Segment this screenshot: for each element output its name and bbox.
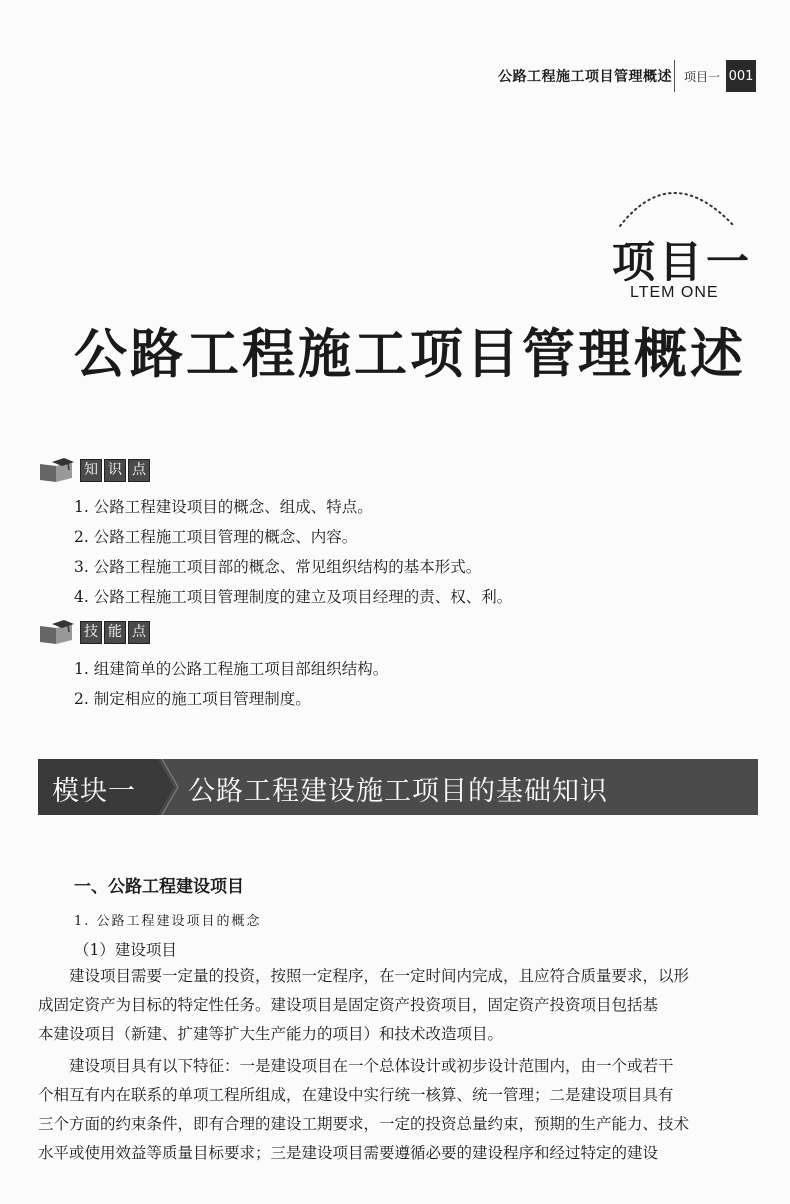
heading-char: 技: [80, 621, 102, 644]
paragraph-line: 水平或使用效益等质量目标要求；三是建设项目需要遵循必要的建设程序和经过特定的建设: [38, 1144, 659, 1162]
list-item: 1. 公路工程建设项目的概念、组成、特点。: [74, 498, 373, 516]
skill-points-list: [74, 654, 388, 714]
page-number: 001: [726, 60, 756, 92]
module-banner: [38, 759, 758, 815]
paragraph-line: 成固定资产为目标的特定性任务。建设项目是固定资产投资项目，固定资产投资项目包括基: [38, 996, 659, 1014]
list-item: 3. 公路工程施工项目部的概念、常见组织结构的基本形式。: [74, 558, 482, 576]
heading-char: 能: [104, 621, 126, 644]
knowledge-points-list: [74, 492, 512, 612]
paragraph: [38, 1052, 758, 1168]
list-item: 1. 组建简单的公路工程施工项目部组织结构。: [74, 660, 389, 678]
subsection-heading: 1. 公路工程建设项目的概念: [74, 914, 262, 929]
heading-char: 知: [80, 459, 102, 482]
project-number-english: LTEM ONE: [630, 284, 719, 301]
header-divider: [674, 60, 675, 92]
chapter-title: 公路工程施工项目管理概述: [74, 324, 746, 385]
heading-char: 点: [128, 621, 150, 644]
book-mortarboard-icon: [38, 456, 76, 484]
heading-char: 点: [128, 459, 150, 482]
list-item: 2. 制定相应的施工项目管理制度。: [74, 690, 311, 708]
knowledge-points-label: [80, 459, 150, 482]
heading-char: 识: [104, 459, 126, 482]
paragraph: [38, 962, 758, 1049]
section-heading: 一、公路工程建设项目: [74, 877, 244, 897]
skill-points-label: [80, 621, 150, 644]
paragraph-line: 建设项目需要一定量的投资，按照一定程序，在一定时间内完成，且应符合质量要求，以形: [38, 967, 690, 985]
running-header-title: 公路工程施工项目管理概述: [498, 69, 672, 85]
module-label: 模块一: [52, 776, 136, 807]
paragraph-line: 三个方面的约束条件，即有合理的建设工期要求，一定的投资总量约束，预期的生产能力、技术: [38, 1115, 690, 1133]
list-item: 4. 公路工程施工项目管理制度的建立及项目经理的责、权、利。: [74, 588, 513, 606]
project-number: 项目一: [612, 238, 753, 288]
paragraph-line: 建设项目具有以下特征：一是建设项目在一个总体设计或初步设计范围内，由一个或若干: [38, 1057, 674, 1075]
paragraph-line: 个相互有内在联系的单项工程所组成，在建设中实行统一核算、统一管理；二是建设项目具有: [38, 1086, 674, 1104]
list-item: 2. 公路工程施工项目管理的概念、内容。: [74, 528, 358, 546]
banner-chevron-divider: [148, 759, 188, 815]
book-mortarboard-icon: [38, 618, 76, 646]
module-title: 公路工程建设施工项目的基础知识: [188, 776, 608, 807]
sub-subsection-heading: （1）建设项目: [74, 941, 177, 959]
knowledge-points-heading: [38, 456, 150, 484]
dotted-arc-decoration: [612, 180, 742, 230]
paragraph-line: 本建设项目（新建、扩建等扩大生产能力的项目）和技术改造项目。: [38, 1025, 504, 1043]
skill-points-heading: [38, 618, 150, 646]
running-header-section: 项目一: [684, 70, 721, 84]
